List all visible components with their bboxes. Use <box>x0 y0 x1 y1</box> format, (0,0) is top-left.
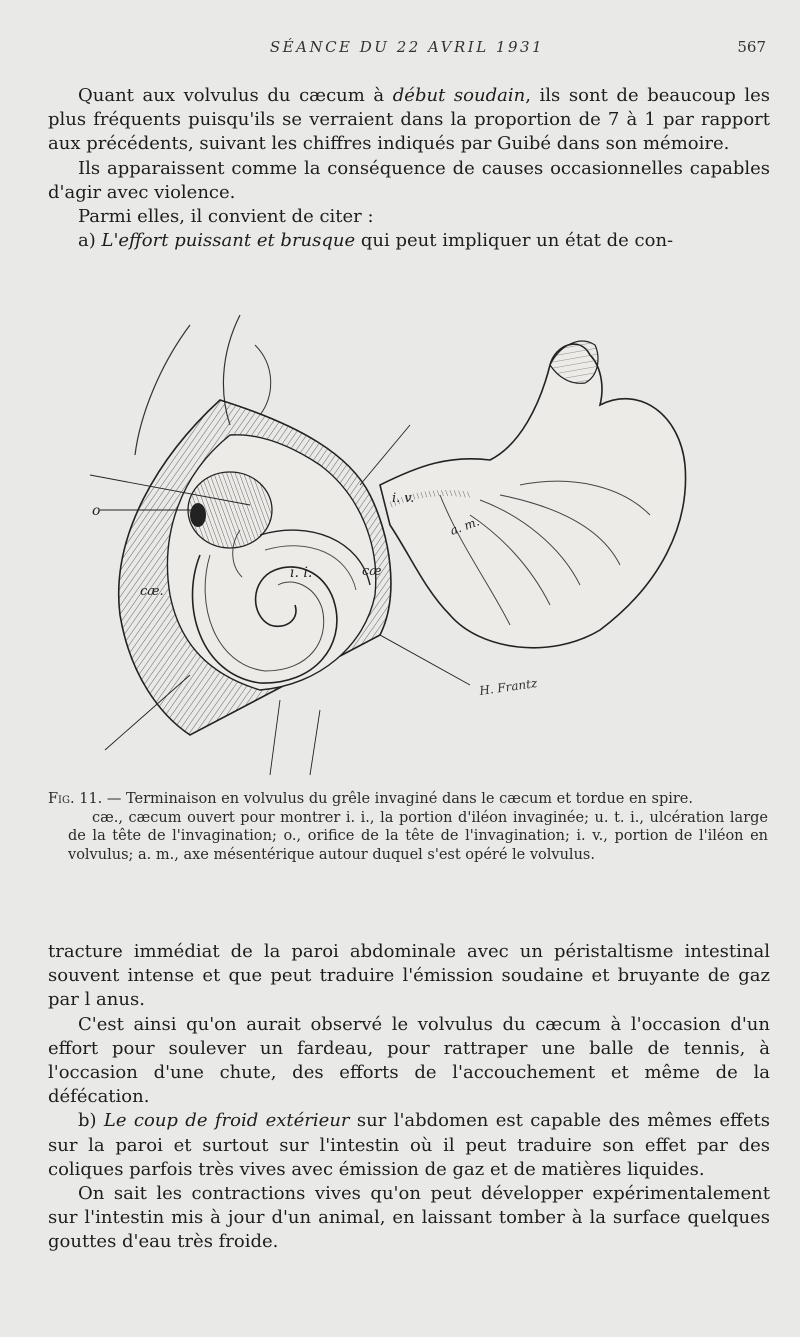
emphasis: L'effort puissant et brusque <box>101 230 356 252</box>
page-number: 567 <box>737 38 766 56</box>
text-run: Quant aux volvulus du cæcum à <box>78 85 393 106</box>
text-run: , ils sont de beaucoup les plus fréquents puisqu'ils se verraient dans la proportion de 7 à 1 par rapport aux précédents, suivant les chiffres indiqués par Guibé dans son mémoire. <box>48 85 771 155</box>
caption-title <box>48 790 768 809</box>
emphasis: Le coup de froid extérieur <box>103 1110 350 1132</box>
paragraph <box>48 229 770 253</box>
caption-legend: cæ., cæcum ouvert pour montrer i. i., la portion d'iléon invaginée; u. t. i., ulcération large de la tête de l'invagination; o., orifice de la tête de l'invagination; i. v., portion de l'iléon en volvulus; a. m., axe mésentérique autour duquel s'est opéré le volvulus. <box>68 809 768 863</box>
body-text-top <box>48 84 770 253</box>
figure-number: Fig. 11. <box>48 791 103 807</box>
paragraph: Ils apparaissent comme la conséquence de causes occasionnelles capables d'agir avec violence. <box>48 157 770 203</box>
label-ileon-volvulus: i. v. <box>392 491 415 506</box>
artist-signature: H. Frantz <box>478 676 539 698</box>
paragraph: On sait les contractions vives qu'on peut développer expérimentalement sur l'intestin mis à jour d'un animal, en laissant tomber à la surface quelques gouttes d'eau très froide. <box>48 1183 770 1253</box>
paragraph <box>48 84 770 157</box>
illustration-drawing <box>80 305 780 785</box>
caption-text: — Terminaison en volvulus du grêle invaginé dans le cæcum et tordue en spire. <box>102 791 693 807</box>
paragraph <box>48 1109 770 1182</box>
label-caecum-left: cæ. <box>140 584 164 599</box>
anatomical-illustration <box>80 305 780 785</box>
running-title: SÉANCE DU 22 AVRIL 1931 <box>269 38 545 56</box>
body-text-bottom <box>48 940 770 1255</box>
paragraph: Parmi elles, il convient de citer : <box>78 206 374 228</box>
figure-caption <box>48 790 768 864</box>
emphasis: début soudain <box>392 85 526 106</box>
list-marker: b) <box>78 1110 104 1132</box>
list-marker: a) <box>78 230 102 252</box>
label-ileon-invagine: i. i. <box>290 565 313 581</box>
text-run: qui peut impliquer un état de con- <box>355 230 674 252</box>
label-axe: a. m. <box>448 514 482 538</box>
page-header <box>48 38 766 60</box>
text-run: sur l'abdomen est capable des mêmes effets sur la paroi et surtout sur l'intestin où il peut traduire son effet par des coliques parfois très vives avec émission de gaz et de matières liquides. <box>48 1110 770 1180</box>
paragraph: tracture immédiat de la paroi abdominale avec un péristaltisme intestinal souvent intense et que peut traduire l'émission soudaine et bruyante de gaz par l anus. <box>48 941 770 1011</box>
paragraph: C'est ainsi qu'on aurait observé le volvulus du cæcum à l'occasion d'un effort pour soulever un fardeau, pour rattraper une balle de tennis, à l'occasion d'une chute, des efforts de l'accouchement et même de la défécation. <box>48 1013 770 1108</box>
label-caecum-right: cæ <box>362 564 382 579</box>
label-orifice: o <box>92 503 101 519</box>
